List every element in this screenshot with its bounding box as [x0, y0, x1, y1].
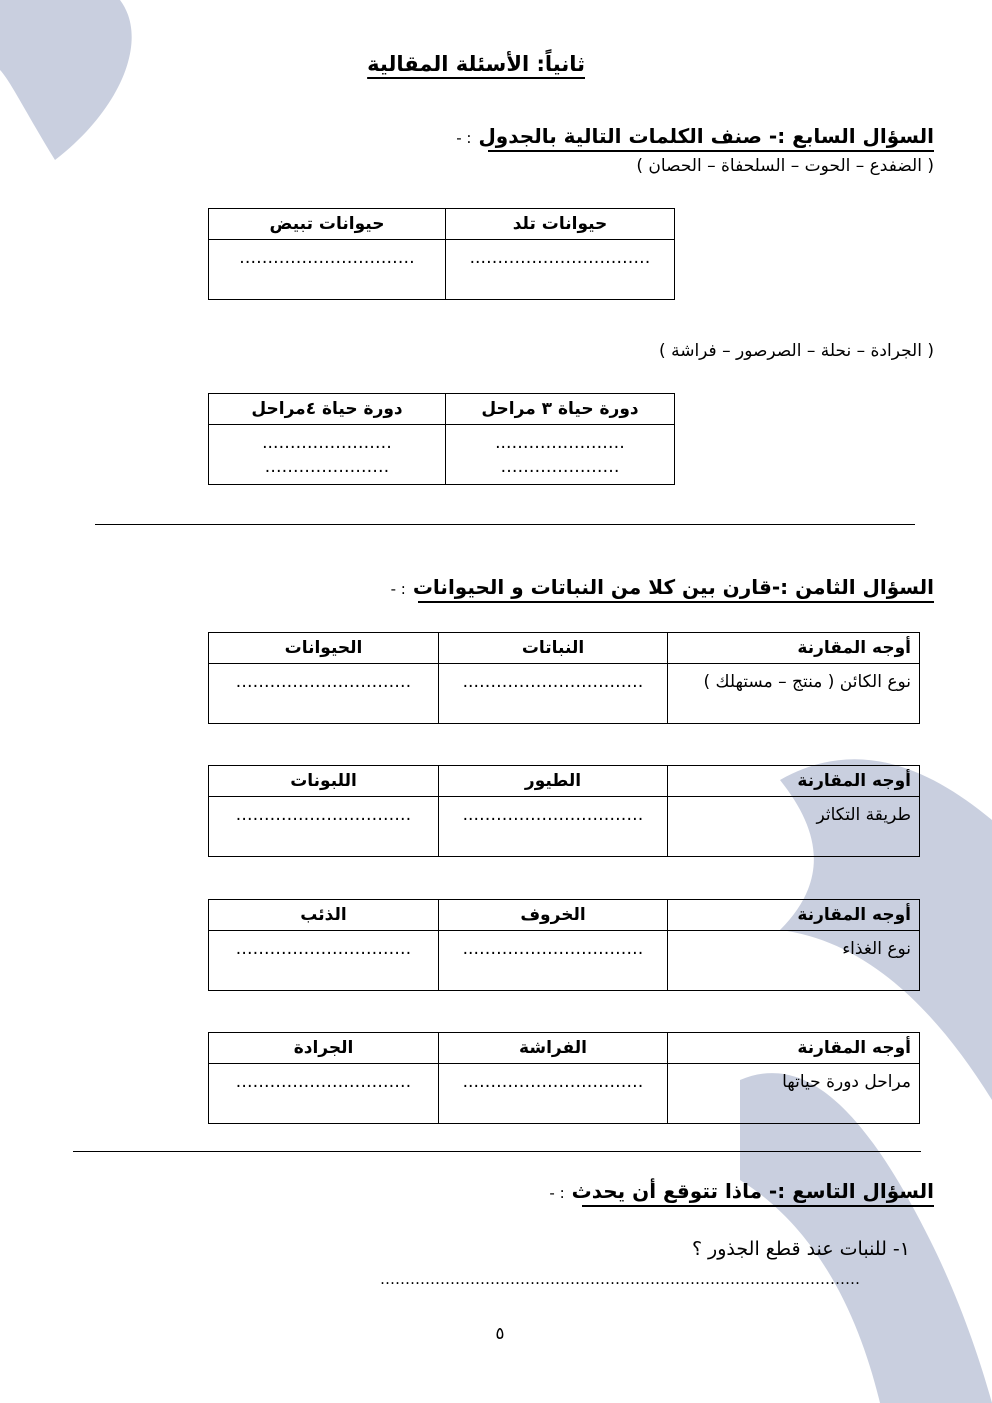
q8-t3-answer-sheep[interactable]: …………………………..: [439, 931, 668, 991]
q9-answer-line[interactable]: ……………………………………………………………………………………: [380, 1270, 860, 1288]
q8-t3-header-wolf: الذئب: [209, 900, 439, 931]
q7-table2-answer-4-stages[interactable]: [209, 425, 446, 485]
q7-tail: : -: [456, 129, 472, 147]
q7-table1-answer-oviparous[interactable]: ………………………….: [209, 240, 446, 300]
q7-table1-header-viviparous: حيوانات تلد: [446, 209, 675, 240]
q8-t1-header-aspect: أوجه المقارنة: [668, 633, 920, 664]
watermark-shape-top-left: [0, 0, 132, 160]
q8-t1-answer-animals[interactable]: ………………………….: [209, 664, 439, 724]
q8-t4-row-label: مراحل دورة حياتها: [668, 1064, 920, 1124]
q8-table-1: [208, 632, 920, 724]
q8-t1-header-animals: الحيوانات: [209, 633, 439, 664]
q8-t3-header-sheep: الخروف: [439, 900, 668, 931]
q9-tail: : -: [549, 1184, 565, 1202]
divider-line: [95, 524, 915, 525]
answer-line[interactable]: ………………….: [264, 457, 390, 477]
q8-t2-header-aspect: أوجه المقارنة: [668, 766, 920, 797]
q8-t1-header-plants: النباتات: [439, 633, 668, 664]
q8-t4-answer-locust[interactable]: ………………………….: [209, 1064, 439, 1124]
q8-table-4: [208, 1032, 920, 1124]
q8-t1-row-label: نوع الكائن ( منتج – مستهلك ): [668, 664, 920, 724]
q8-t3-answer-wolf[interactable]: ………………………….: [209, 931, 439, 991]
q8-instruction: :-قارن بين كلا من النباتات و الحيوانات: [412, 575, 789, 599]
q8-t1-answer-plants[interactable]: …………………………..: [439, 664, 668, 724]
q7-table1-header-oviparous: حيوانات تبيض: [209, 209, 446, 240]
divider-line: [73, 1151, 921, 1152]
q7-table-2: [208, 393, 675, 485]
q8-t4-header-butterfly: الفراشة: [439, 1033, 668, 1064]
q8-heading: [390, 575, 934, 603]
q7-table2-answer-3-stages[interactable]: [446, 425, 675, 485]
q8-table-2: [208, 765, 920, 857]
q8-t2-answer-mammals[interactable]: ………………………….: [209, 797, 439, 857]
page-number: ٥: [495, 1324, 505, 1344]
q9-label: السؤال التاسع: [792, 1179, 934, 1203]
answer-line[interactable]: …………………..: [262, 433, 392, 453]
q8-t4-answer-butterfly[interactable]: …………………………..: [439, 1064, 668, 1124]
q8-t2-header-birds: الطيور: [439, 766, 668, 797]
q8-t2-row-label: طريقة التكاثر: [668, 797, 920, 857]
q9-item-1: ١- للنبات عند قطع الجذور ؟: [691, 1238, 910, 1260]
q8-t4-header-aspect: أوجه المقارنة: [668, 1033, 920, 1064]
q7-table-1: [208, 208, 675, 300]
q8-tail: : -: [390, 580, 406, 598]
q7-heading: [456, 124, 934, 152]
q8-t2-answer-birds[interactable]: …………………………..: [439, 797, 668, 857]
q9-instruction: :- ماذا تتوقع أن يحدث: [571, 1179, 786, 1203]
q8-table-3: [208, 899, 920, 991]
q8-t4-header-locust: الجرادة: [209, 1033, 439, 1064]
q7-table2-header-4-stages: دورة حياة ٤مراحل: [209, 394, 446, 425]
q7-table1-answer-viviparous[interactable]: …………………………..: [446, 240, 675, 300]
q7-word-list-1: ( الضفدع – الحوت – السلحفاة – الحصان ): [636, 156, 934, 176]
q7-label: السؤال السابع: [792, 124, 934, 148]
q8-t2-header-mammals: اللبونات: [209, 766, 439, 797]
q8-t3-header-aspect: أوجه المقارنة: [668, 900, 920, 931]
answer-line[interactable]: …………………: [500, 457, 620, 477]
answer-line[interactable]: …………………..: [495, 433, 625, 453]
q8-t3-row-label: نوع الغذاء: [668, 931, 920, 991]
q7-table2-header-3-stages: دورة حياة ٣ مراحل: [446, 394, 675, 425]
section-title: ثانياً: الأسئلة المقالية: [367, 52, 585, 76]
q8-label: السؤال الثامن: [795, 575, 934, 599]
q7-instruction: :- صنف الكلمات التالية بالجدول: [478, 124, 786, 148]
q7-word-list-2: ( الجرادة – نحلة – الصرصور – فراشة ): [659, 341, 934, 361]
q9-heading: [549, 1179, 934, 1207]
